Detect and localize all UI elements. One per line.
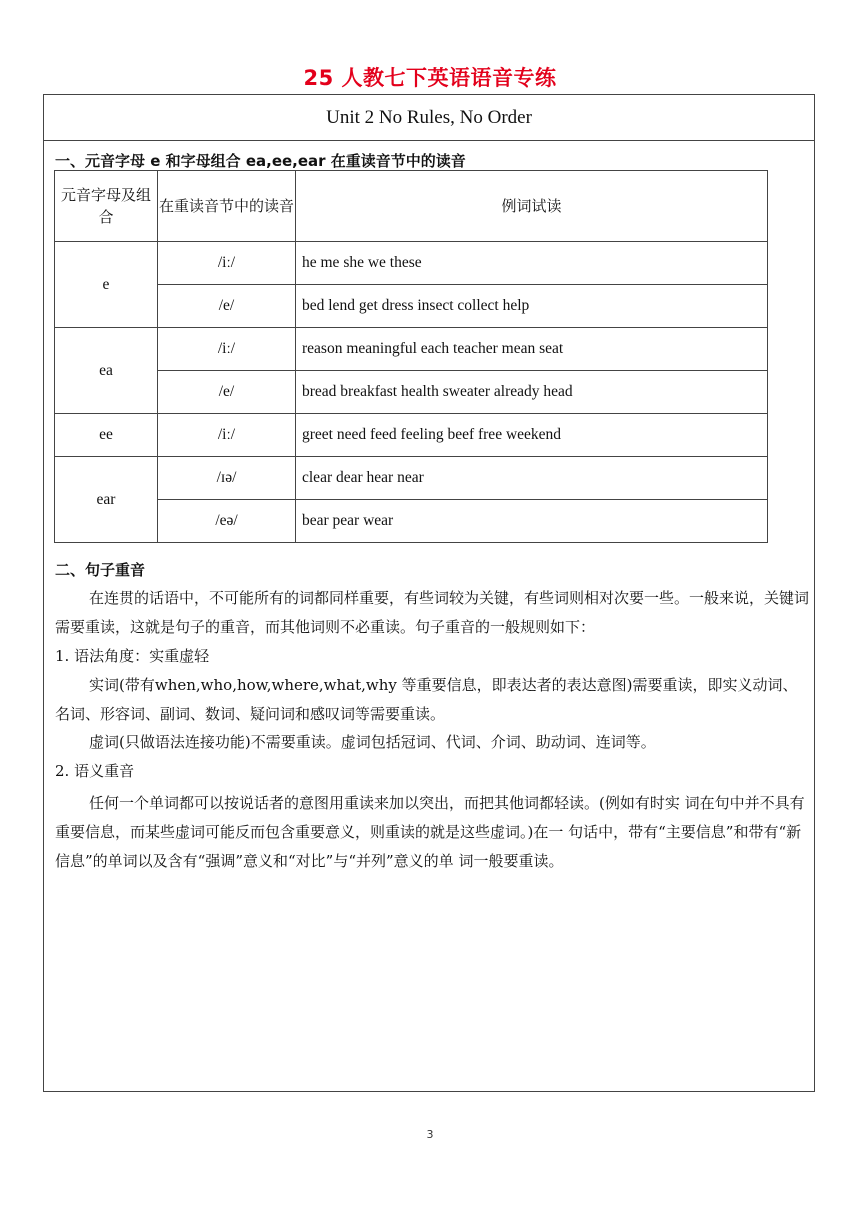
vowel-table <box>54 170 768 543</box>
table-row <box>55 328 768 371</box>
letter-cell: ea <box>55 328 158 414</box>
letter-cell: ear <box>55 457 158 543</box>
table-row <box>55 500 768 543</box>
page-number: 3 <box>426 1128 434 1141</box>
sound-cell: /ɪə/ <box>158 457 296 500</box>
words-cell: bread breakfast health sweater already head <box>296 371 768 414</box>
words-cell: bear pear wear <box>296 500 768 543</box>
table-row <box>55 371 768 414</box>
content-frame <box>43 94 815 1092</box>
table-row <box>55 285 768 328</box>
sound-cell: /e/ <box>158 285 296 328</box>
section2-heading: 二、句子重音 <box>55 561 146 579</box>
document-title: 25 人教七下英语语音专练 <box>303 66 557 90</box>
unit-title: Unit 2 No Rules, No Order <box>44 95 814 141</box>
table-header-row <box>55 171 768 242</box>
header-letter: 元音字母及组合 <box>55 171 158 242</box>
intro-paragraph: 在连贯的话语中，不可能所有的词都同样重要，有些词较为关键，有些词则相对次要一些。一般来说，关键词需要重读，这就是句子的重音，而其他词则不必重读。句子重音的一般规则如下： <box>55 589 810 636</box>
letter-cell: e <box>55 242 158 328</box>
header-examples: 例词试读 <box>296 171 768 242</box>
item2-paragraph: 任何一个单词都可以按说话者的意图用重读来加以突出，而把其他词都轻读。(例如有时实 词在句中并不具有重要信息，而某些虚词可能反而包含重要意义，则重读的就是这些虚词。)在一 句话中，带有“主要信息”和带有“新信息”的单词以及含有“强调”意义和“对比”与“并列”意义的单 词一般要重读。 <box>55 794 805 870</box>
item1-label: 1. 语法角度：实重虚轻 <box>55 647 210 665</box>
table-row <box>55 414 768 457</box>
table-row <box>55 242 768 285</box>
words-cell: reason meaningful each teacher mean seat <box>296 328 768 371</box>
sound-cell: /iː/ <box>158 328 296 371</box>
words-cell: bed lend get dress insect collect help <box>296 285 768 328</box>
section1-heading: 一、元音字母 e 和字母组合 ea,ee,ear 在重读音节中的读音 <box>55 152 466 170</box>
words-cell: clear dear hear near <box>296 457 768 500</box>
words-cell: he me she we these <box>296 242 768 285</box>
sound-cell: /eə/ <box>158 500 296 543</box>
words-cell: greet need feed feeling beef free weekend <box>296 414 768 457</box>
table-row <box>55 457 768 500</box>
sound-cell: /iː/ <box>158 414 296 457</box>
sound-cell: /iː/ <box>158 242 296 285</box>
letter-cell: ee <box>55 414 158 457</box>
item2-label: 2. 语义重音 <box>55 762 135 780</box>
sound-cell: /e/ <box>158 371 296 414</box>
item1-paragraph2: 虚词(只做语法连接功能)不需要重读。虚词包括冠词、代词、介词、助动词、连词等。 <box>89 733 656 751</box>
item1-paragraph1: 实词(带有when,who,how,where,what,why 等重要信息，即表达者的表达意图)需要重读，即实义动词、名词、形容词、副词、数词、疑问词和感叹词等需要重读。 <box>55 676 798 723</box>
header-sound: 在重读音节中的读音 <box>158 171 296 242</box>
